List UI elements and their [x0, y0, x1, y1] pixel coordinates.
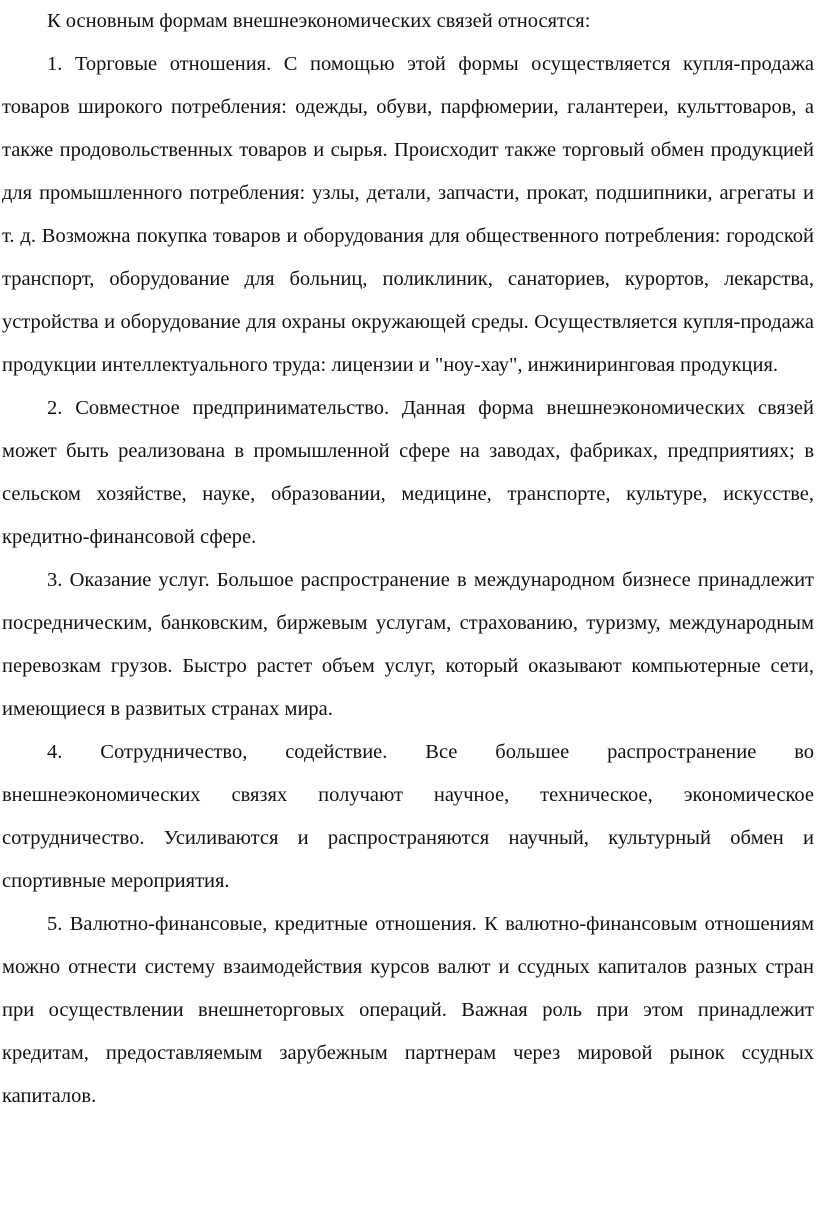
item-number: 5. — [47, 913, 63, 935]
item-text: Валютно-финансовые, кредитные отношения. К валютно-финансовым отношениям можно отнести систему взаимодействия курсов валют и ссудных капиталов разных стран при осуществлении внешнеторговых операций. Важная роль при этом принадлежит кредитам, предоставляемым зарубежным партнерам через мировой рынок ссудных капиталов. — [2, 913, 815, 1107]
item-number: 2. — [47, 397, 63, 419]
item-text: Совместное предпринимательство. Данная форма внешнеэкономических связей может быть реализована в промышленной сфере на заводах, фабриках, предприятиях; в сельском хозяйстве, науке, образовании, медицине, транспорте, культуре, искусстве, кредитно-финансовой сфере. — [2, 397, 814, 548]
list-item-4 — [2, 731, 814, 903]
item-text: Сотрудничество, содействие. Все большее распространение во внешнеэкономических связях получают научное, техническое, экономическое сотрудничество. Усиливаются и распространяются научный, культурный обмен и спортивные мероприятия. — [2, 741, 814, 892]
item-number: 1. — [47, 53, 63, 75]
item-text: Оказание услуг. Большое распространение в международном бизнесе принадлежит посредническим, банковским, биржевым услугам, страхованию, туризму, международным перевозкам грузов. Быстро растет объем услуг, который оказывают компьютерные сети, имеющиеся в развитых странах мира. — [2, 569, 815, 720]
document-page — [2, 0, 814, 1118]
list-item-5 — [2, 903, 814, 1118]
list-item-2 — [2, 387, 814, 559]
list-item-3 — [2, 559, 814, 731]
item-number: 4. — [47, 741, 63, 763]
item-text: Торговые отношения. С помощью этой формы осуществляется купля-продажа товаров широкого потребления: одежды, обуви, парфюмерии, галантереи, культтоваров, а также продовольственных товаров и сырья. Происходит также торговый обмен продукцией для промышленного потребления: узлы, детали, запчасти, прокат, подшипники, агрегаты и т. д. Возможна покупка товаров и оборудования для общественного потребления: городской транспорт, оборудование для больниц, поликлиник, санаториев, курортов, лекарства, устройства и оборудование для охраны окружающей среды. Осуществляется купля-продажа продукции интеллектуального труда: лицензии и "ноу-хау", инжиниринговая продукция. — [2, 53, 814, 376]
intro-paragraph: К основным формам внешнеэкономических связей относятся: — [47, 10, 591, 32]
item-number: 3. — [47, 569, 63, 591]
list-item-1 — [2, 43, 814, 387]
